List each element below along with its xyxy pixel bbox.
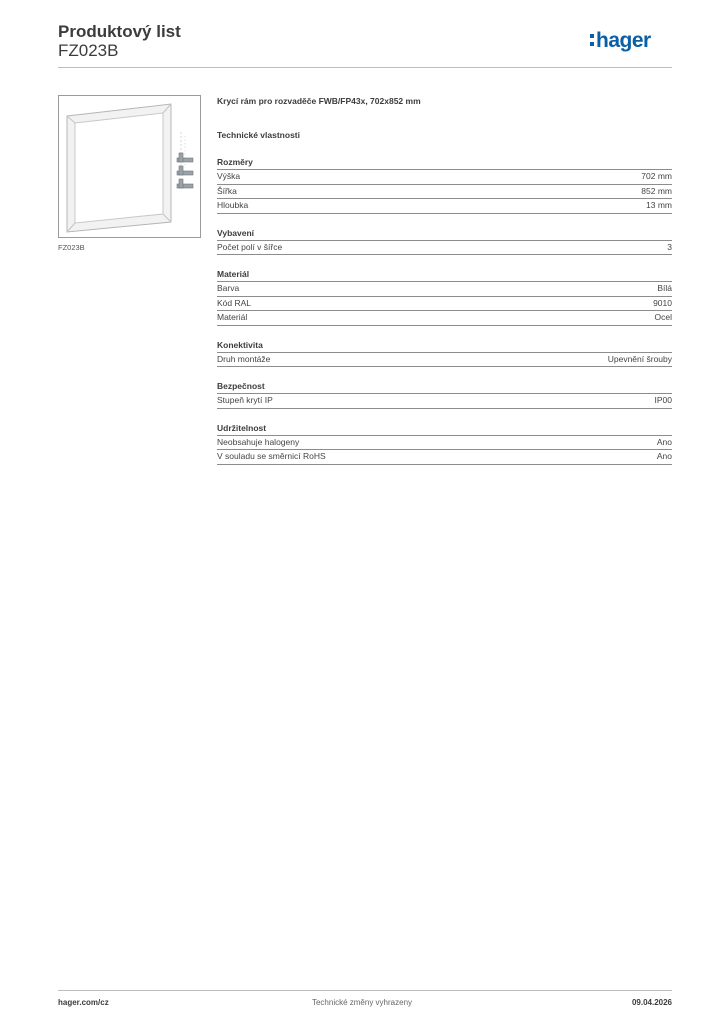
spec-label: Barva [217, 283, 240, 293]
group-title: Konektivita [217, 339, 672, 353]
spec-value: 3 [667, 241, 672, 252]
spec-label: V souladu se směrnicí RoHS [217, 451, 326, 461]
spec-value: 13 mm [646, 200, 672, 210]
group-dimensions [217, 156, 672, 214]
spec-label: Materiál [217, 312, 248, 322]
spec-label: Kód RAL [217, 297, 252, 308]
product-code: FZ023B [58, 41, 119, 60]
hager-logo-text: hager [596, 29, 651, 52]
spec-label: Stupeň krytí IP [217, 395, 273, 405]
spec-row [217, 311, 672, 326]
spec-value: Ocel [654, 312, 672, 322]
group-title: Udržitelnost [217, 422, 672, 436]
product-image [58, 95, 201, 238]
spec-row [217, 241, 672, 256]
image-caption: FZ023B [58, 243, 85, 252]
spec-row [217, 185, 672, 200]
group-sustainability [217, 422, 672, 465]
spec-label: Hloubka [217, 200, 249, 210]
spec-value: IP00 [654, 395, 672, 405]
group-safety [217, 380, 672, 409]
spec-row [217, 282, 672, 297]
spec-row [217, 436, 672, 451]
group-title: Vybavení [217, 227, 672, 241]
spec-label: Neobsahuje halogeny [217, 436, 300, 447]
hager-logo [590, 27, 672, 53]
group-connectivity [217, 339, 672, 368]
section-title: Technické vlastnosti [217, 130, 300, 140]
spec-row [217, 353, 672, 368]
group-material [217, 268, 672, 326]
footer-divider [58, 990, 672, 991]
group-title: Rozměry [217, 156, 672, 170]
spec-label: Počet polí v šířce [217, 241, 283, 252]
footer-website-link[interactable]: hager.com/cz [58, 998, 109, 1007]
spec-row [217, 394, 672, 409]
spec-label: Šířka [217, 185, 237, 196]
group-title: Bezpečnost [217, 380, 672, 394]
spec-value: Upevnění šrouby [607, 353, 672, 364]
spec-value: 9010 [653, 297, 672, 308]
spec-row [217, 450, 672, 465]
spec-row [217, 199, 672, 214]
group-title: Materiál [217, 268, 672, 282]
spec-value: Ano [656, 451, 672, 461]
product-name: Krycí rám pro rozvaděče FWB/FP43x, 702x852 mm [217, 96, 421, 106]
spec-row [217, 170, 672, 185]
document-title: Produktový list [58, 22, 181, 41]
header-divider [58, 67, 672, 68]
page-header [58, 20, 672, 68]
spec-label: Výška [217, 171, 241, 181]
spec-value: 852 mm [641, 185, 672, 196]
spec-value: Ano [656, 436, 672, 447]
footer-date: 09.04.2026 [631, 998, 672, 1007]
group-equipment [217, 227, 672, 256]
spec-value: Bílá [657, 283, 672, 293]
cover-frame-product-image [59, 96, 200, 237]
product-details [217, 96, 672, 478]
spec-value: 702 mm [641, 171, 672, 181]
spec-row [217, 297, 672, 312]
spec-label: Druh montáže [217, 353, 271, 364]
footer-disclaimer: Technické změny vyhrazeny [311, 998, 413, 1007]
